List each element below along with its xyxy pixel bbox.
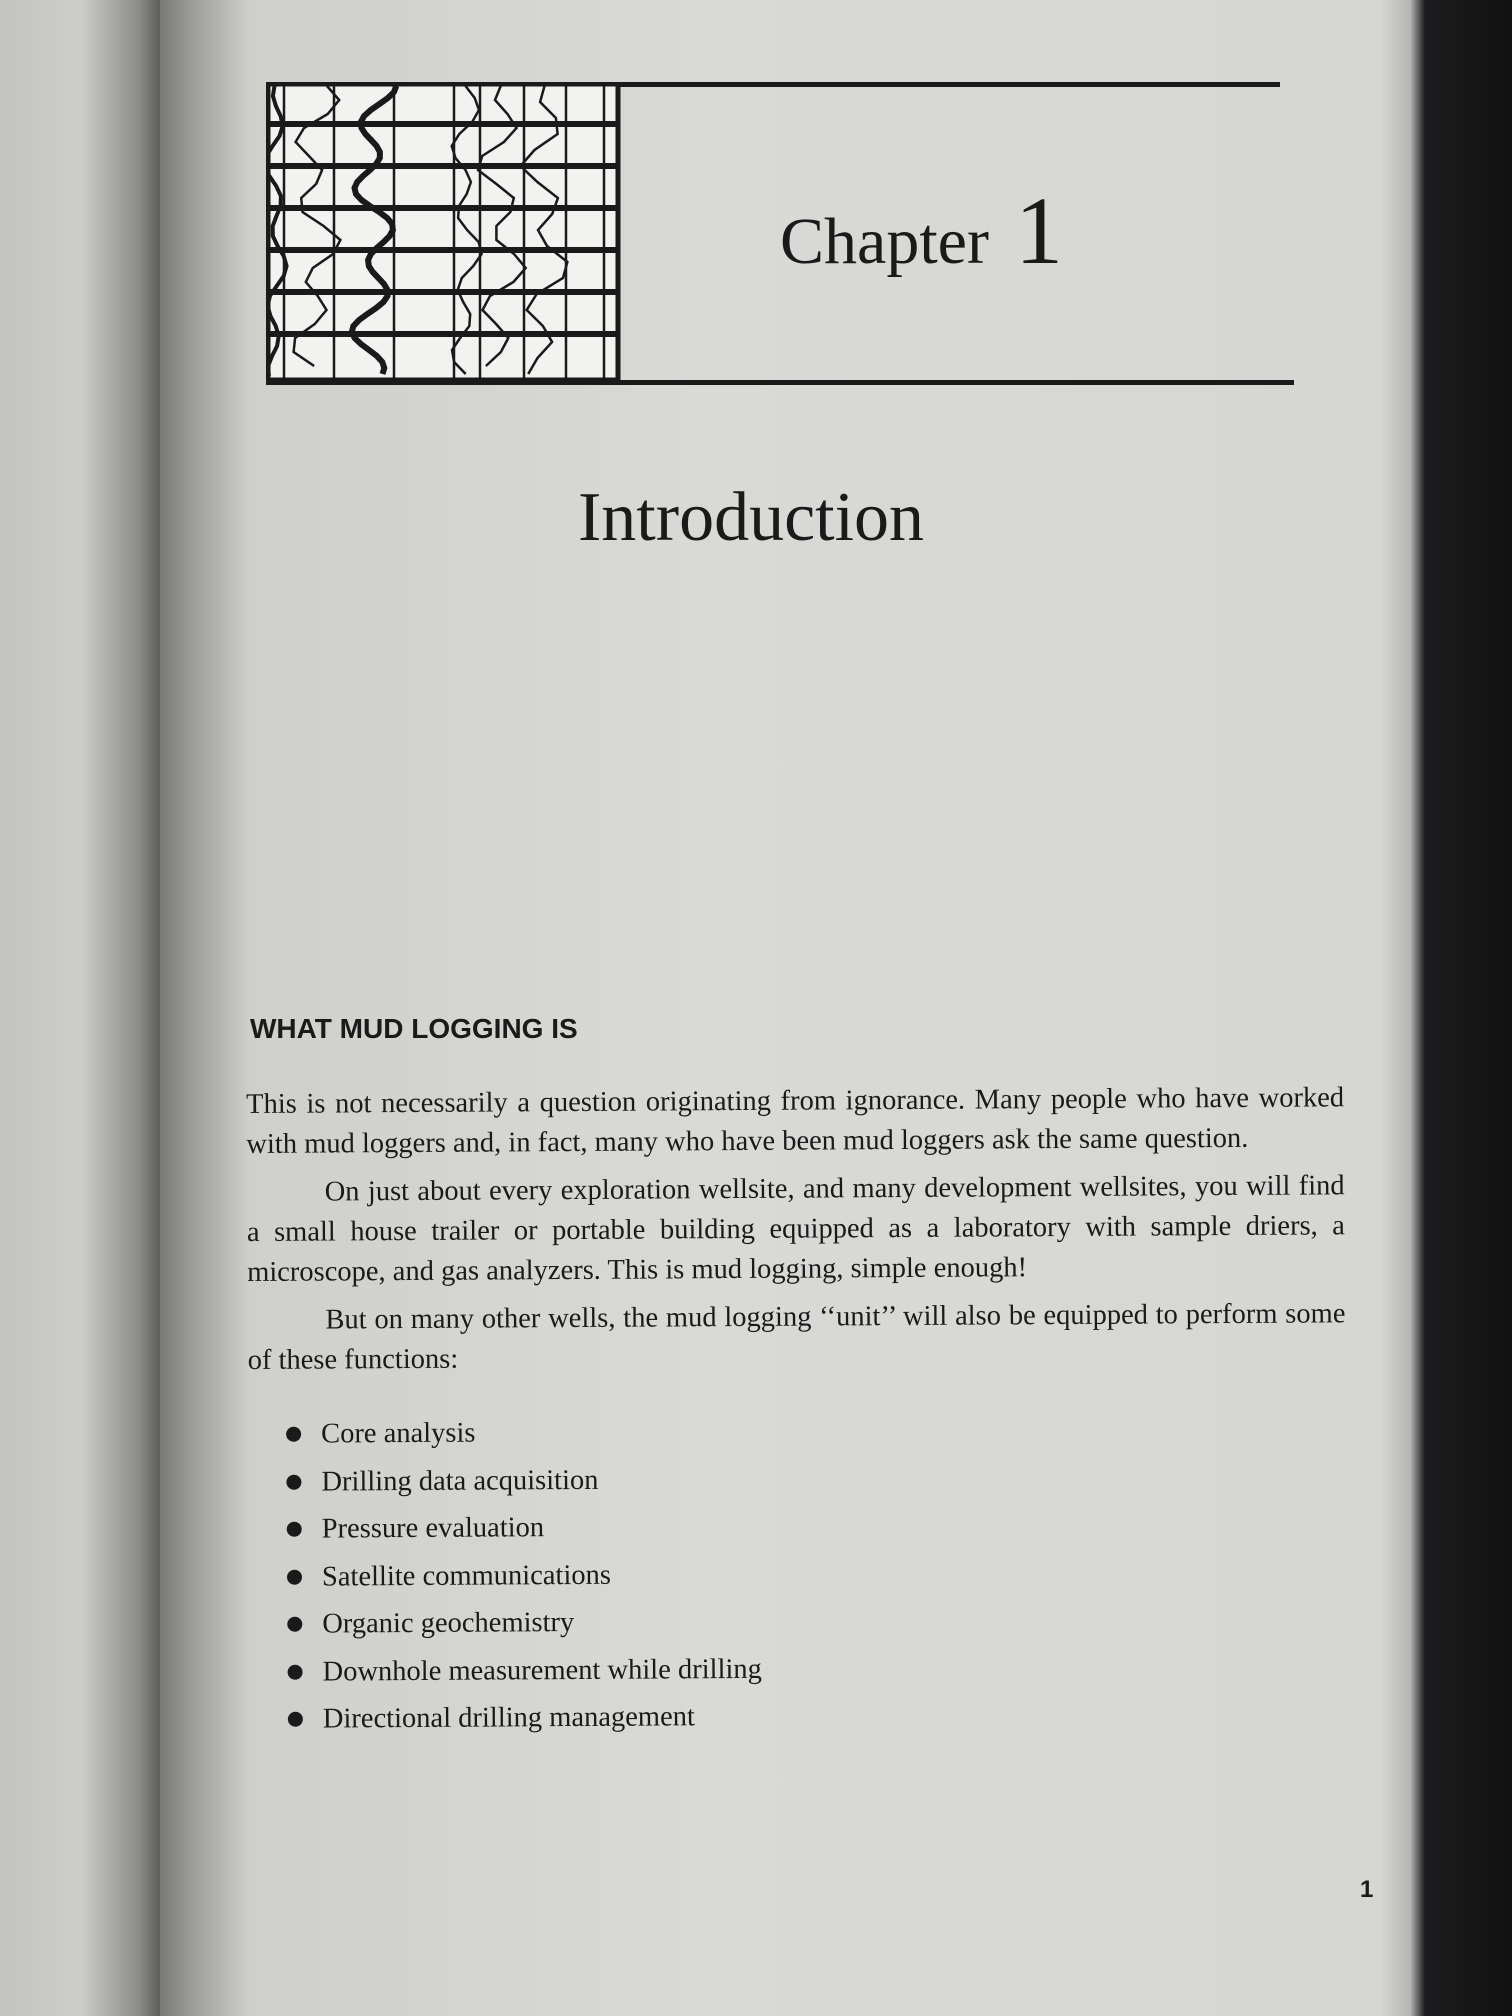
list-item-text: Directional drilling management [322,1701,695,1735]
list-item-text: Core analysis [321,1417,476,1450]
chapter-label: Chapter [780,205,989,278]
list-item [288,1689,1348,1743]
bullet-icon [287,1522,302,1537]
list-item [286,1404,1346,1458]
list-item-text: Downhole measurement while drilling [322,1653,762,1688]
bullet-icon [286,1474,301,1489]
section-heading: WHAT MUD LOGGING IS [250,1013,578,1044]
list-item [287,1499,1347,1553]
list-item [287,1547,1347,1601]
bullet-icon [286,1427,301,1442]
paragraph: This is not necessarily a question originating from ignorance. Many people who have worked with mud loggers and, in fact, many who have been mud loggers ask the same question. [246,1082,1345,1160]
list-item-text: Pressure evaluation [321,1512,545,1545]
chapter-heading [780,175,1063,286]
list-item-text: Drilling data acquisition [321,1464,599,1498]
chapter-title: Introduction [578,479,925,556]
bullet-icon [288,1712,303,1727]
list-item-text: Organic geochemistry [322,1607,575,1640]
bullet-icon [288,1664,303,1679]
page-number: 1 [1360,1876,1374,1903]
list-item [287,1642,1347,1696]
list-item [287,1594,1347,1648]
function-list [286,1404,1348,1743]
bullet-icon [287,1617,302,1632]
paragraph: On just about every exploration wellsite, and many development wellsites, you will find a small house trailer or portable building equipped as a laboratory with sample driers, a microscope, and gas analyzers. This is mud logging, simple enough! [246,1170,1345,1288]
well-log-grid-icon [266,82,622,384]
bullet-icon [287,1569,302,1584]
section-body [246,1078,1348,1743]
list-item-text: Satellite communications [321,1559,611,1593]
list-item [286,1452,1346,1506]
chapter-number: 1 [1014,177,1063,284]
facing-page-edge [0,0,160,2016]
paragraph: But on many other wells, the mud logging ‘‘unit’’ will also be equipped to perform some of these functions: [247,1298,1346,1376]
